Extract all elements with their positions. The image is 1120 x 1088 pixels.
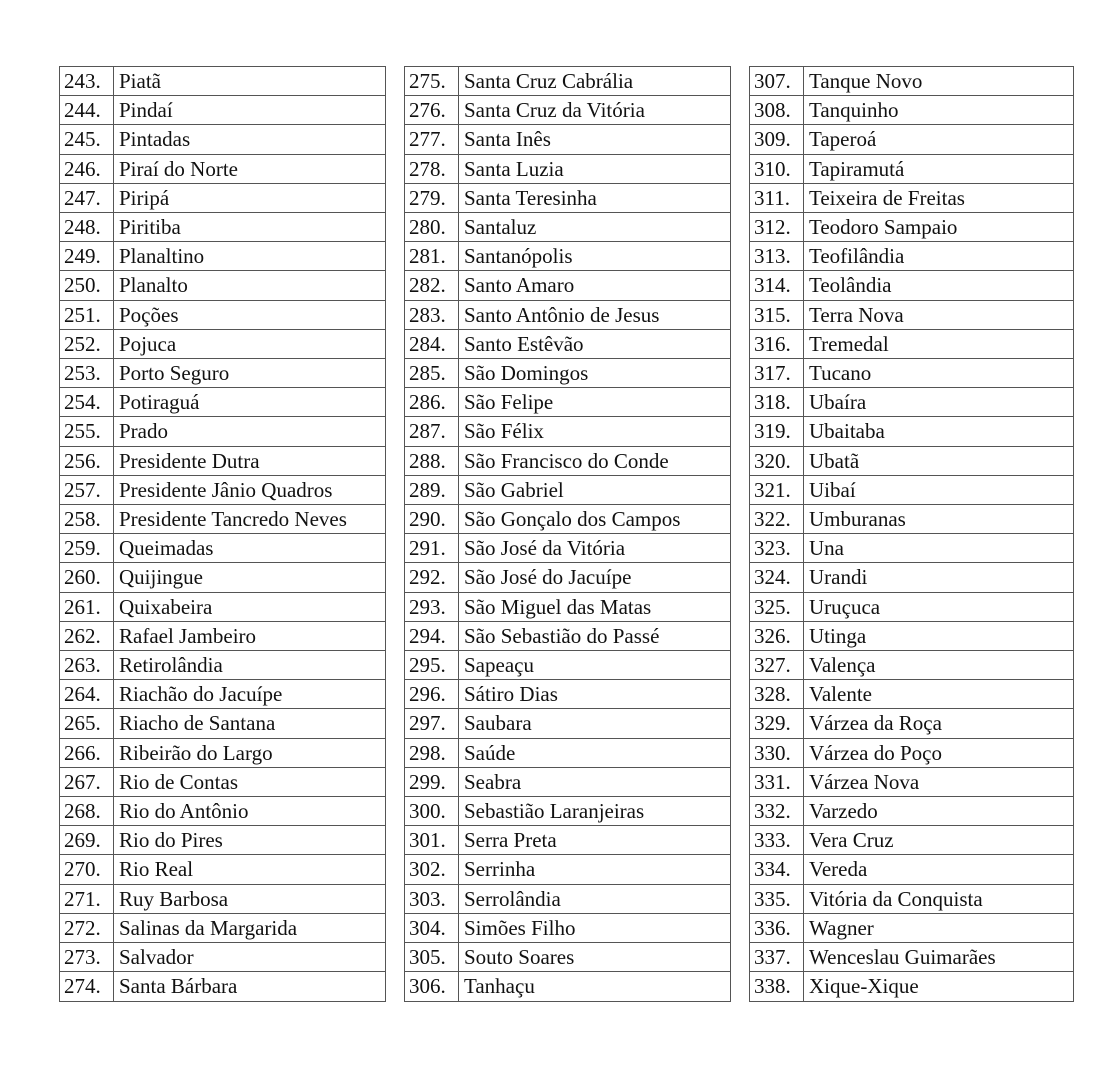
row-number: 283. — [405, 300, 459, 329]
row-number: 264. — [60, 680, 114, 709]
row-number: 277. — [405, 125, 459, 154]
table-row — [60, 183, 386, 212]
row-number: 276. — [405, 96, 459, 125]
table-row — [405, 738, 731, 767]
table-row — [60, 475, 386, 504]
table-row — [750, 300, 1074, 329]
municipality-name: Simões Filho — [459, 913, 731, 942]
table-row — [750, 884, 1074, 913]
municipality-name: Ubaíra — [804, 388, 1074, 417]
row-number: 267. — [60, 767, 114, 796]
row-number: 296. — [405, 680, 459, 709]
row-number: 254. — [60, 388, 114, 417]
row-number: 259. — [60, 534, 114, 563]
table-row — [405, 154, 731, 183]
table-row — [60, 826, 386, 855]
row-number: 329. — [750, 709, 804, 738]
row-number: 306. — [405, 972, 459, 1001]
municipality-name: Teolândia — [804, 271, 1074, 300]
table-row — [750, 972, 1074, 1001]
municipality-name: Queimadas — [114, 534, 386, 563]
row-number: 279. — [405, 183, 459, 212]
row-number: 292. — [405, 563, 459, 592]
table-row — [405, 96, 731, 125]
row-number: 321. — [750, 475, 804, 504]
table-row — [60, 563, 386, 592]
row-number: 275. — [405, 67, 459, 96]
row-number: 320. — [750, 446, 804, 475]
table-row — [60, 592, 386, 621]
table-row — [60, 67, 386, 96]
row-number: 335. — [750, 884, 804, 913]
table-row — [405, 417, 731, 446]
row-number: 243. — [60, 67, 114, 96]
municipality-name: Tanhaçu — [459, 972, 731, 1001]
row-number: 338. — [750, 972, 804, 1001]
row-number: 305. — [405, 943, 459, 972]
municipality-table-column-3 — [749, 66, 1074, 1002]
table-row — [405, 271, 731, 300]
municipality-name: Santa Cruz da Vitória — [459, 96, 731, 125]
row-number: 318. — [750, 388, 804, 417]
table-row — [60, 709, 386, 738]
row-number: 251. — [60, 300, 114, 329]
table-row — [405, 534, 731, 563]
municipality-name: Pintadas — [114, 125, 386, 154]
row-number: 265. — [60, 709, 114, 738]
municipality-name: Souto Soares — [459, 943, 731, 972]
table-row — [60, 213, 386, 242]
table-row — [60, 797, 386, 826]
table-row — [750, 359, 1074, 388]
row-number: 312. — [750, 213, 804, 242]
row-number: 337. — [750, 943, 804, 972]
table-row — [405, 213, 731, 242]
table-row — [60, 855, 386, 884]
municipality-name: Ubaitaba — [804, 417, 1074, 446]
row-number: 323. — [750, 534, 804, 563]
row-number: 256. — [60, 446, 114, 475]
municipality-name: São Félix — [459, 417, 731, 446]
municipality-name: Xique-Xique — [804, 972, 1074, 1001]
municipality-name: Porto Seguro — [114, 359, 386, 388]
table-row — [405, 855, 731, 884]
table-row — [405, 797, 731, 826]
row-number: 252. — [60, 329, 114, 358]
table-row — [750, 767, 1074, 796]
row-number: 300. — [405, 797, 459, 826]
municipality-name: São Gabriel — [459, 475, 731, 504]
row-number: 271. — [60, 884, 114, 913]
table-row — [750, 242, 1074, 271]
row-number: 270. — [60, 855, 114, 884]
row-number: 284. — [405, 329, 459, 358]
table-row — [750, 738, 1074, 767]
row-number: 317. — [750, 359, 804, 388]
table-row — [750, 855, 1074, 884]
municipality-name: Santanópolis — [459, 242, 731, 271]
municipality-name: Valença — [804, 651, 1074, 680]
municipality-name: Salinas da Margarida — [114, 913, 386, 942]
table-row — [405, 388, 731, 417]
municipality-name: Tapiramutá — [804, 154, 1074, 183]
row-number: 290. — [405, 505, 459, 534]
row-number: 327. — [750, 651, 804, 680]
municipality-name: Santo Estêvão — [459, 329, 731, 358]
row-number: 293. — [405, 592, 459, 621]
row-number: 295. — [405, 651, 459, 680]
row-number: 268. — [60, 797, 114, 826]
table-row — [405, 884, 731, 913]
row-number: 294. — [405, 621, 459, 650]
row-number: 286. — [405, 388, 459, 417]
municipality-name: Rio do Antônio — [114, 797, 386, 826]
municipality-name: Utinga — [804, 621, 1074, 650]
row-number: 262. — [60, 621, 114, 650]
table-row — [60, 242, 386, 271]
table-row — [60, 534, 386, 563]
table-row — [405, 505, 731, 534]
municipality-name: Riachão do Jacuípe — [114, 680, 386, 709]
table-row — [405, 826, 731, 855]
row-number: 287. — [405, 417, 459, 446]
municipality-name: São José da Vitória — [459, 534, 731, 563]
table-row — [750, 943, 1074, 972]
table-row — [750, 271, 1074, 300]
municipality-name: Riacho de Santana — [114, 709, 386, 738]
table-row — [750, 563, 1074, 592]
municipality-name: Teixeira de Freitas — [804, 183, 1074, 212]
row-number: 266. — [60, 738, 114, 767]
municipality-name: Piripá — [114, 183, 386, 212]
municipality-name: São Sebastião do Passé — [459, 621, 731, 650]
row-number: 289. — [405, 475, 459, 504]
row-number: 249. — [60, 242, 114, 271]
municipality-name: Rafael Jambeiro — [114, 621, 386, 650]
row-number: 288. — [405, 446, 459, 475]
table-row — [750, 592, 1074, 621]
municipality-name: Planalto — [114, 271, 386, 300]
municipality-name: Uibaí — [804, 475, 1074, 504]
municipality-name: Teofilândia — [804, 242, 1074, 271]
table-row — [60, 884, 386, 913]
municipality-name: Pindaí — [114, 96, 386, 125]
table-row — [60, 96, 386, 125]
table-row — [405, 67, 731, 96]
row-number: 263. — [60, 651, 114, 680]
row-number: 257. — [60, 475, 114, 504]
municipality-name: Saúde — [459, 738, 731, 767]
table-row — [750, 621, 1074, 650]
municipality-name: Quijingue — [114, 563, 386, 592]
row-number: 253. — [60, 359, 114, 388]
table-row — [405, 767, 731, 796]
row-number: 319. — [750, 417, 804, 446]
municipality-name: Umburanas — [804, 505, 1074, 534]
table-row — [750, 534, 1074, 563]
row-number: 330. — [750, 738, 804, 767]
table-row — [405, 972, 731, 1001]
municipality-name: Presidente Tancredo Neves — [114, 505, 386, 534]
municipality-name: Tremedal — [804, 329, 1074, 358]
table-row — [750, 96, 1074, 125]
row-number: 302. — [405, 855, 459, 884]
municipality-name: Quixabeira — [114, 592, 386, 621]
municipality-name: Uruçuca — [804, 592, 1074, 621]
municipality-name: São Domingos — [459, 359, 731, 388]
table-row — [405, 446, 731, 475]
row-number: 282. — [405, 271, 459, 300]
table-row — [60, 651, 386, 680]
table-row — [405, 943, 731, 972]
table-row — [750, 388, 1074, 417]
municipality-name: Piritiba — [114, 213, 386, 242]
table-row — [750, 329, 1074, 358]
municipality-name: Presidente Jânio Quadros — [114, 475, 386, 504]
municipality-name: Pojuca — [114, 329, 386, 358]
row-number: 310. — [750, 154, 804, 183]
municipality-name: Tucano — [804, 359, 1074, 388]
row-number: 314. — [750, 271, 804, 300]
row-number: 280. — [405, 213, 459, 242]
row-number: 315. — [750, 300, 804, 329]
row-number: 331. — [750, 767, 804, 796]
municipality-name: Prado — [114, 417, 386, 446]
table-row — [405, 242, 731, 271]
municipality-name: Rio de Contas — [114, 767, 386, 796]
municipality-name: Retirolândia — [114, 651, 386, 680]
municipality-name: Valente — [804, 680, 1074, 709]
row-number: 269. — [60, 826, 114, 855]
table-row — [405, 563, 731, 592]
municipality-table-column-1 — [59, 66, 386, 1002]
table-row — [750, 913, 1074, 942]
table-row — [60, 329, 386, 358]
table-row — [405, 125, 731, 154]
municipality-name: São José do Jacuípe — [459, 563, 731, 592]
row-number: 285. — [405, 359, 459, 388]
municipality-name: Wagner — [804, 913, 1074, 942]
row-number: 260. — [60, 563, 114, 592]
municipality-name: Wenceslau Guimarães — [804, 943, 1074, 972]
municipality-name: Rio Real — [114, 855, 386, 884]
table-row — [750, 651, 1074, 680]
table-row — [405, 592, 731, 621]
table-row — [60, 505, 386, 534]
table-row — [60, 621, 386, 650]
row-number: 250. — [60, 271, 114, 300]
table-row — [60, 972, 386, 1001]
table-row — [405, 359, 731, 388]
table-row — [405, 913, 731, 942]
municipality-name: Una — [804, 534, 1074, 563]
municipality-name: Vera Cruz — [804, 826, 1074, 855]
row-number: 299. — [405, 767, 459, 796]
row-number: 246. — [60, 154, 114, 183]
table-row — [405, 300, 731, 329]
municipality-name: Presidente Dutra — [114, 446, 386, 475]
municipality-name: Várzea do Poço — [804, 738, 1074, 767]
table-row — [60, 913, 386, 942]
municipality-name: Serra Preta — [459, 826, 731, 855]
row-number: 333. — [750, 826, 804, 855]
municipality-name: Salvador — [114, 943, 386, 972]
municipality-name: Várzea da Roça — [804, 709, 1074, 738]
municipality-name: Tanquinho — [804, 96, 1074, 125]
table-row — [60, 680, 386, 709]
municipality-name: Sátiro Dias — [459, 680, 731, 709]
municipality-name: São Francisco do Conde — [459, 446, 731, 475]
row-number: 301. — [405, 826, 459, 855]
municipality-name: Santa Inês — [459, 125, 731, 154]
municipality-name: Vereda — [804, 855, 1074, 884]
municipality-name: Sebastião Laranjeiras — [459, 797, 731, 826]
table-row — [60, 417, 386, 446]
row-number: 255. — [60, 417, 114, 446]
municipality-name: Potiraguá — [114, 388, 386, 417]
table-row — [60, 767, 386, 796]
table-row — [60, 271, 386, 300]
municipality-name: Santa Teresinha — [459, 183, 731, 212]
municipality-name: Sapeaçu — [459, 651, 731, 680]
municipality-name: Seabra — [459, 767, 731, 796]
municipality-name: Saubara — [459, 709, 731, 738]
municipality-name: Rio do Pires — [114, 826, 386, 855]
row-number: 291. — [405, 534, 459, 563]
table-row — [60, 300, 386, 329]
municipality-name: Várzea Nova — [804, 767, 1074, 796]
row-number: 303. — [405, 884, 459, 913]
table-row — [405, 183, 731, 212]
row-number: 311. — [750, 183, 804, 212]
table-row — [405, 621, 731, 650]
table-row — [60, 446, 386, 475]
municipality-name: Urandi — [804, 563, 1074, 592]
municipality-name: Vitória da Conquista — [804, 884, 1074, 913]
table-row — [60, 125, 386, 154]
municipality-name: Poções — [114, 300, 386, 329]
table-row — [750, 709, 1074, 738]
row-number: 332. — [750, 797, 804, 826]
row-number: 334. — [750, 855, 804, 884]
municipality-name: Serrinha — [459, 855, 731, 884]
table-row — [60, 943, 386, 972]
row-number: 316. — [750, 329, 804, 358]
municipality-name: Ruy Barbosa — [114, 884, 386, 913]
table-row — [405, 475, 731, 504]
municipality-table-column-2 — [404, 66, 731, 1002]
row-number: 261. — [60, 592, 114, 621]
row-number: 273. — [60, 943, 114, 972]
table-row — [750, 680, 1074, 709]
municipality-name: São Gonçalo dos Campos — [459, 505, 731, 534]
row-number: 308. — [750, 96, 804, 125]
row-number: 297. — [405, 709, 459, 738]
row-number: 322. — [750, 505, 804, 534]
municipality-name: Ubatã — [804, 446, 1074, 475]
municipality-name: Santa Luzia — [459, 154, 731, 183]
row-number: 324. — [750, 563, 804, 592]
municipality-name: Piatã — [114, 67, 386, 96]
table-row — [750, 154, 1074, 183]
table-row — [750, 125, 1074, 154]
row-number: 336. — [750, 913, 804, 942]
table-row — [750, 67, 1074, 96]
row-number: 247. — [60, 183, 114, 212]
municipality-name: Teodoro Sampaio — [804, 213, 1074, 242]
municipality-name: Santa Cruz Cabrália — [459, 67, 731, 96]
row-number: 304. — [405, 913, 459, 942]
municipality-name: Ribeirão do Largo — [114, 738, 386, 767]
municipality-name: Tanque Novo — [804, 67, 1074, 96]
row-number: 309. — [750, 125, 804, 154]
table-row — [405, 651, 731, 680]
table-row — [60, 154, 386, 183]
municipality-name: Piraí do Norte — [114, 154, 386, 183]
row-number: 274. — [60, 972, 114, 1001]
municipality-name: Terra Nova — [804, 300, 1074, 329]
table-row — [405, 329, 731, 358]
row-number: 307. — [750, 67, 804, 96]
table-row — [750, 183, 1074, 212]
row-number: 298. — [405, 738, 459, 767]
row-number: 248. — [60, 213, 114, 242]
table-row — [750, 797, 1074, 826]
row-number: 244. — [60, 96, 114, 125]
table-row — [60, 738, 386, 767]
table-row — [405, 680, 731, 709]
table-row — [60, 359, 386, 388]
table-row — [750, 505, 1074, 534]
table-row — [750, 446, 1074, 475]
municipality-name: Santaluz — [459, 213, 731, 242]
row-number: 272. — [60, 913, 114, 942]
table-row — [750, 475, 1074, 504]
municipality-name: Varzedo — [804, 797, 1074, 826]
municipality-name: Planaltino — [114, 242, 386, 271]
row-number: 313. — [750, 242, 804, 271]
table-row — [750, 417, 1074, 446]
row-number: 245. — [60, 125, 114, 154]
row-number: 325. — [750, 592, 804, 621]
table-row — [750, 826, 1074, 855]
municipality-name: Santo Amaro — [459, 271, 731, 300]
municipality-name: Taperoá — [804, 125, 1074, 154]
row-number: 258. — [60, 505, 114, 534]
municipality-name: Santa Bárbara — [114, 972, 386, 1001]
municipality-name: São Miguel das Matas — [459, 592, 731, 621]
row-number: 281. — [405, 242, 459, 271]
row-number: 328. — [750, 680, 804, 709]
municipality-name: Santo Antônio de Jesus — [459, 300, 731, 329]
municipality-name: São Felipe — [459, 388, 731, 417]
municipality-name: Serrolândia — [459, 884, 731, 913]
row-number: 326. — [750, 621, 804, 650]
table-row — [750, 213, 1074, 242]
table-row — [60, 388, 386, 417]
row-number: 278. — [405, 154, 459, 183]
table-row — [405, 709, 731, 738]
